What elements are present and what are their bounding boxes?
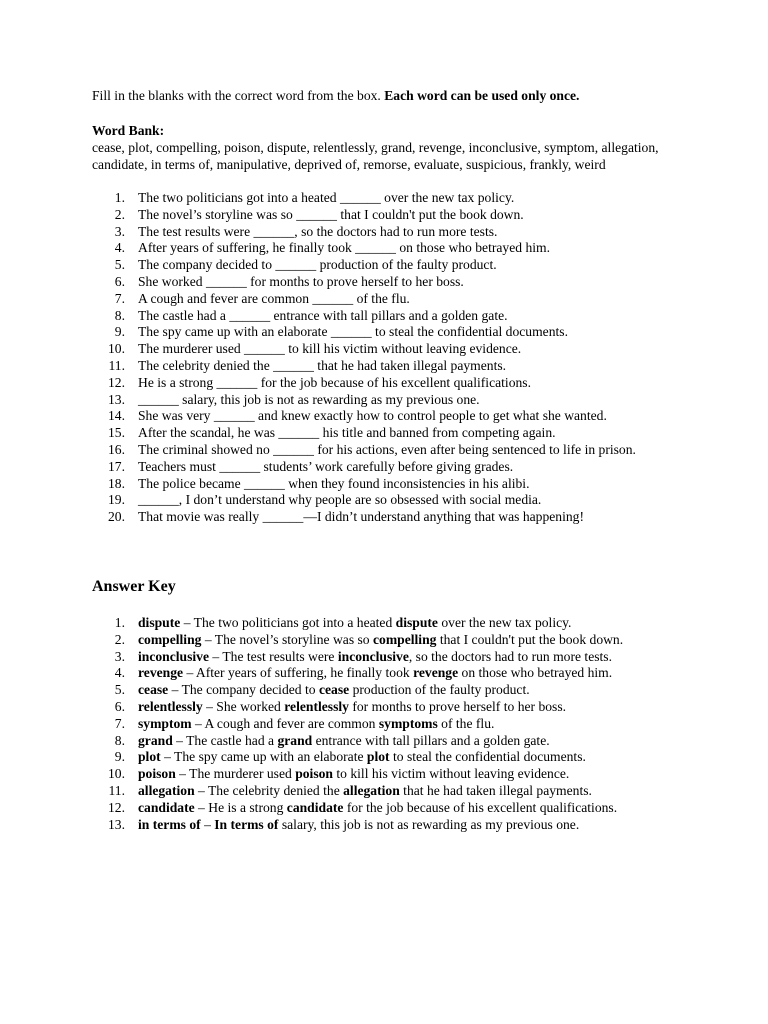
question-text: She was very ______ and knew exactly how to control people to get what she wanted. xyxy=(138,408,607,424)
answer-word: compelling xyxy=(138,631,202,647)
answer-sentence-post: on those who betrayed him. xyxy=(458,665,613,681)
answer-number: 8. xyxy=(114,732,125,748)
answer-dash: – xyxy=(209,648,223,664)
question-item xyxy=(92,257,688,274)
answer-sentence-pre: The spy came up with an elaborate xyxy=(174,749,367,765)
answer-number: 4. xyxy=(114,665,125,681)
answer-item xyxy=(92,665,688,682)
answer-sentence-pre: The company decided to xyxy=(181,682,319,698)
answer-sentence-pre: The castle had a xyxy=(186,732,278,748)
question-item xyxy=(92,341,688,358)
answer-item xyxy=(92,766,688,783)
question-text: ______ salary, this job is not as rewarding as my previous one. xyxy=(138,391,480,407)
answer-dash: – xyxy=(172,732,187,748)
answer-sentence-post: production of the faulty product. xyxy=(349,682,530,698)
question-item xyxy=(92,190,688,207)
answer-item xyxy=(92,733,688,750)
instructions-bold: Each word can be used only once. xyxy=(384,88,580,103)
question-text: That movie was really ______—I didn’t understand anything that was happening! xyxy=(138,509,584,525)
question-text: The celebrity denied the ______ that he had taken illegal payments. xyxy=(138,357,507,373)
question-number: 5. xyxy=(114,257,125,273)
answer-word: grand xyxy=(138,732,173,748)
question-item xyxy=(92,492,688,509)
answer-number: 1. xyxy=(114,614,125,630)
question-number: 1. xyxy=(114,190,125,205)
question-number: 9. xyxy=(114,324,125,340)
question-number: 2. xyxy=(114,206,125,222)
question-number: 18. xyxy=(108,475,125,491)
instructions-text: Fill in the blanks with the correct word from the box. xyxy=(92,88,385,103)
question-number: 6. xyxy=(114,273,125,289)
answer-item xyxy=(92,800,688,817)
question-text: She worked ______ for months to prove herself to her boss. xyxy=(138,273,464,289)
question-text: The murderer used ______ to kill his victim without leaving evidence. xyxy=(138,341,522,357)
answer-item xyxy=(92,783,688,800)
question-item xyxy=(92,224,688,241)
answer-sentence-word: poison xyxy=(295,766,333,782)
answer-number: 10. xyxy=(108,766,125,782)
question-item xyxy=(92,408,688,425)
answer-word: revenge xyxy=(138,665,184,681)
answer-sentence-post: that he had taken illegal payments. xyxy=(399,782,592,798)
answer-sentence-word: compelling xyxy=(373,631,437,647)
answer-number: 12. xyxy=(108,799,125,815)
answer-sentence-post: over the new tax policy. xyxy=(437,614,572,630)
question-item xyxy=(92,308,688,325)
question-item xyxy=(92,459,688,476)
question-text: A cough and fever are common ______ of the flu. xyxy=(138,290,410,306)
answer-word: in terms of xyxy=(138,816,201,832)
answer-item xyxy=(92,749,688,766)
question-item xyxy=(92,442,688,459)
answer-number: 9. xyxy=(114,749,125,765)
answer-sentence-pre: The murderer used xyxy=(189,766,296,782)
answer-sentence-pre: After years of suffering, he finally took xyxy=(195,665,414,681)
answer-word: relentlessly xyxy=(138,698,203,714)
answer-number: 11. xyxy=(108,782,125,798)
answer-item xyxy=(92,817,688,834)
question-item xyxy=(92,392,688,409)
answer-number: 5. xyxy=(114,682,125,698)
question-item xyxy=(92,274,688,291)
answer-item xyxy=(92,716,688,733)
answer-sentence-post: entrance with tall pillars and a golden gate. xyxy=(312,732,550,748)
answer-sentence-post: to steal the confidential documents. xyxy=(389,749,586,765)
question-item xyxy=(92,240,688,257)
answer-dash: – xyxy=(160,749,175,765)
answer-word: cease xyxy=(138,682,169,698)
answer-word: inconclusive xyxy=(138,648,209,664)
answer-sentence-word: cease xyxy=(318,682,350,698)
answer-sentence-post: , so the doctors had to run more tests. xyxy=(408,648,612,664)
answer-number: 3. xyxy=(114,648,125,664)
question-text: The castle had a ______ entrance with tall pillars and a golden gate. xyxy=(138,307,508,323)
answer-sentence-pre: The novel’s storyline was so xyxy=(214,631,373,647)
word-bank-words: cease, plot, compelling, poison, dispute, relentlessly, grand, revenge, inconclusive, symptom, allegation, candidate, in terms of, manipulative, deprived of, remorse, evaluate, suspicious, frankly, weird xyxy=(92,140,659,172)
question-number: 11. xyxy=(108,357,125,373)
answer-dash: – xyxy=(194,799,209,815)
answer-sentence-pre: She worked xyxy=(216,698,285,714)
answer-dash: – xyxy=(183,665,196,681)
word-bank-title: Word Bank: xyxy=(92,123,165,138)
answer-dash: – xyxy=(201,631,215,647)
answer-sentence-pre: A cough and fever are common xyxy=(204,715,379,731)
answer-word: symptom xyxy=(138,715,192,731)
answer-dash: – xyxy=(180,614,194,630)
question-text: After the scandal, he was ______ his title and banned from competing again. xyxy=(138,425,556,441)
answer-key-title: Answer Key xyxy=(92,577,176,595)
question-number: 19. xyxy=(108,492,125,508)
answer-sentence-word: revenge xyxy=(413,665,459,681)
question-item xyxy=(92,375,688,392)
questions-list xyxy=(92,190,688,526)
question-number: 4. xyxy=(114,240,125,256)
instructions xyxy=(92,87,688,104)
answer-number: 2. xyxy=(114,631,125,647)
answer-item xyxy=(92,615,688,632)
answer-sentence-pre: The two politicians got into a heated xyxy=(193,614,396,630)
question-number: 14. xyxy=(108,408,125,424)
question-item xyxy=(92,509,688,526)
answer-dash: – xyxy=(202,698,217,714)
answer-word: plot xyxy=(138,749,161,765)
answer-sentence-post: to kill his victim without leaving evidence. xyxy=(332,766,570,782)
question-item xyxy=(92,207,688,224)
question-number: 13. xyxy=(108,391,125,407)
answer-sentence-word: symptoms xyxy=(378,715,438,731)
question-item xyxy=(92,476,688,493)
question-item xyxy=(92,324,688,341)
answer-sentence-word: plot xyxy=(366,749,390,765)
question-text: The company decided to ______ production of the faulty product. xyxy=(138,257,497,273)
question-text: He is a strong ______ for the job because of his excellent qualifications. xyxy=(138,374,531,390)
answer-dash: – xyxy=(175,766,190,782)
answer-sentence-pre: The celebrity denied the xyxy=(208,782,344,798)
question-item xyxy=(92,425,688,442)
answer-dash: – xyxy=(191,715,205,731)
question-number: 16. xyxy=(108,441,125,457)
question-item xyxy=(92,358,688,375)
answer-item xyxy=(92,632,688,649)
answer-key-list xyxy=(92,615,688,833)
question-text: The two politicians got into a heated ______ over the new tax policy. xyxy=(138,190,515,205)
question-number: 3. xyxy=(114,223,125,239)
answer-dash: – xyxy=(200,816,215,832)
answer-sentence-word: relentlessly xyxy=(284,698,349,714)
answer-sentence-word: allegation xyxy=(343,782,400,798)
answer-dash: – xyxy=(194,782,208,798)
answer-word: poison xyxy=(138,766,176,782)
answer-sentence-post: of the flu. xyxy=(437,715,495,731)
question-text: Teachers must ______ students’ work carefully before giving grades. xyxy=(138,458,514,474)
answer-number: 13. xyxy=(108,816,125,832)
answer-word: dispute xyxy=(138,614,181,630)
answer-item xyxy=(92,682,688,699)
answer-sentence-post: that I couldn't put the book down. xyxy=(436,631,624,647)
question-number: 15. xyxy=(108,425,125,441)
answer-number: 6. xyxy=(114,698,125,714)
question-text: The police became ______ when they found inconsistencies in his alibi. xyxy=(138,475,530,491)
question-text: After years of suffering, he finally took ______ on those who betrayed him. xyxy=(138,240,550,256)
answer-dash: – xyxy=(168,682,182,698)
answer-sentence-pre: He is a strong xyxy=(208,799,287,815)
question-number: 8. xyxy=(114,307,125,323)
answer-word: candidate xyxy=(138,799,195,815)
answer-sentence-word: candidate xyxy=(286,799,344,815)
answer-sentence-pre: The test results were xyxy=(222,648,338,664)
question-text: The criminal showed no ______ for his actions, even after being sentenced to life in prison. xyxy=(138,441,636,457)
question-number: 7. xyxy=(114,290,125,306)
question-number: 20. xyxy=(108,509,125,525)
answer-sentence-post: for months to prove herself to her boss. xyxy=(348,698,567,714)
question-number: 12. xyxy=(108,374,125,390)
question-text: ______, I don’t understand why people are so obsessed with social media. xyxy=(138,492,542,508)
answer-item xyxy=(92,649,688,666)
answer-sentence-word: dispute xyxy=(395,614,438,630)
answer-item xyxy=(92,699,688,716)
answer-sentence-word: In terms of xyxy=(214,816,279,832)
question-text: The novel’s storyline was so ______ that I couldn't put the book down. xyxy=(138,206,524,222)
question-item xyxy=(92,291,688,308)
question-number: 10. xyxy=(108,341,125,357)
question-number: 17. xyxy=(108,458,125,474)
answer-sentence-word: grand xyxy=(277,732,313,748)
answer-word: allegation xyxy=(138,782,195,798)
answer-sentence-word: inconclusive xyxy=(337,648,409,664)
question-text: The test results were ______, so the doctors had to run more tests. xyxy=(138,223,498,239)
answer-sentence-post: salary, this job is not as rewarding as my previous one. xyxy=(278,816,580,832)
answer-number: 7. xyxy=(114,715,125,731)
answer-sentence-post: for the job because of his excellent qualifications. xyxy=(343,799,618,815)
question-text: The spy came up with an elaborate ______ to steal the confidential documents. xyxy=(138,324,568,340)
